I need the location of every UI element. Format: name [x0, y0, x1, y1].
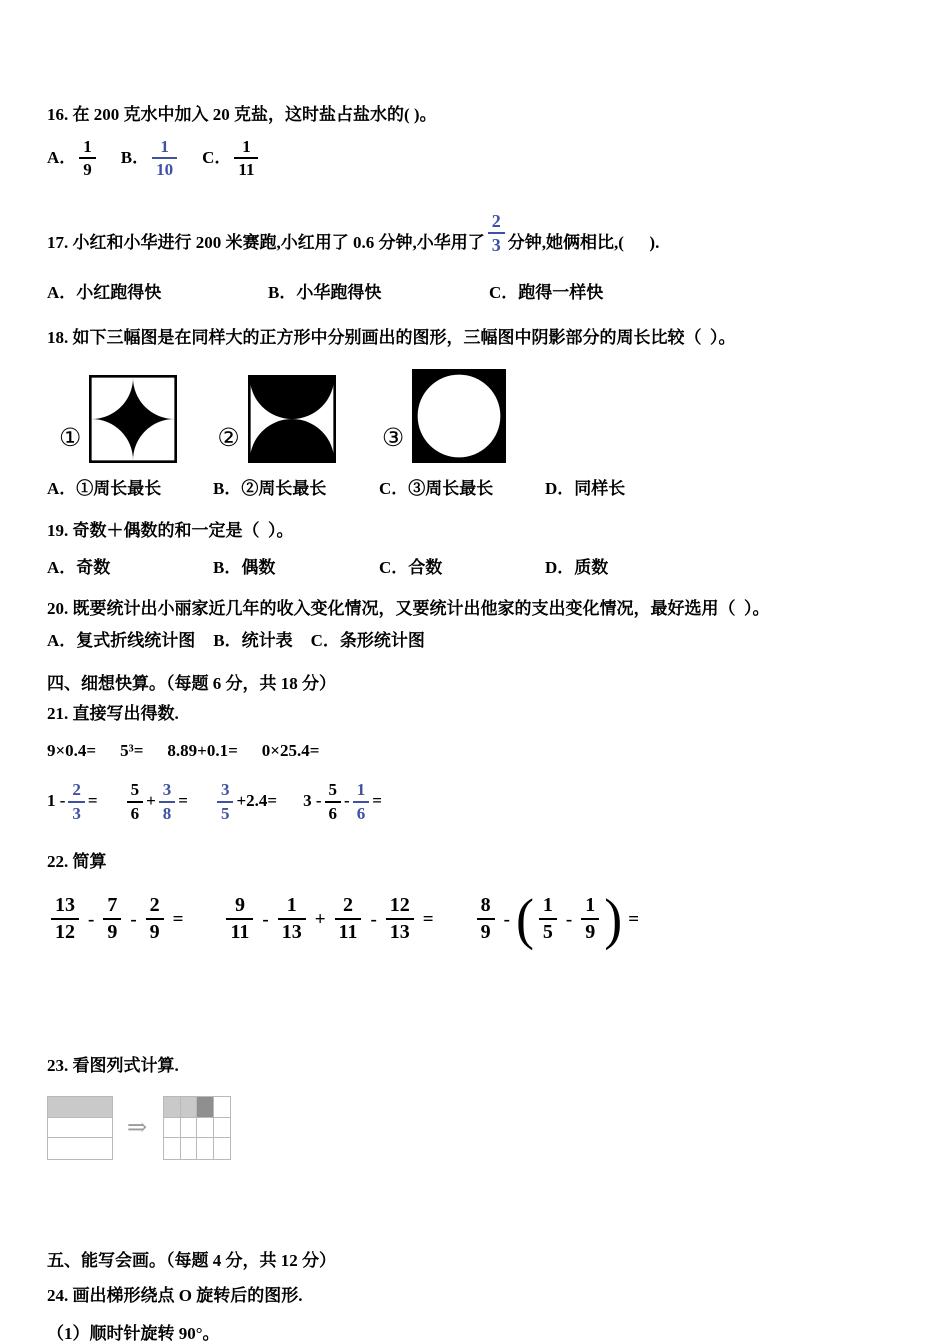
operator: - [503, 908, 510, 930]
shaded-strip-row [48, 1097, 112, 1118]
operator: - [370, 908, 377, 930]
expression-text: 3 - [303, 791, 322, 811]
question-21-row2 [47, 778, 903, 826]
option-a: A．①周长最长 [47, 478, 162, 498]
option-label: C． [202, 148, 232, 168]
equals-sign: = [372, 791, 382, 811]
option-c: C．合数 [379, 557, 443, 577]
fraction-denominator: 10 [152, 157, 177, 179]
grid-cell-shaded [164, 1097, 181, 1117]
grid-cell [214, 1138, 231, 1159]
hourglass-in-square-figure [248, 375, 336, 463]
fraction-numerator: 2 [149, 894, 160, 917]
question-17-text [47, 201, 903, 255]
fraction-1-13 [278, 895, 306, 943]
option-c: C．③周长最长 [379, 478, 494, 498]
expression-1 [47, 781, 98, 823]
question-24-sub1: （1）顺时针旋转 90°。 [47, 1324, 220, 1344]
fraction-denominator: 3 [488, 232, 505, 255]
fraction-2-3 [68, 781, 85, 823]
option-a: A．小红跑得快 [47, 283, 162, 303]
equals-sign: = [628, 908, 640, 930]
fraction-denominator: 11 [234, 157, 258, 179]
fraction-denominator: 9 [146, 918, 164, 943]
grid-cell [197, 1118, 214, 1138]
option-b: B．②周长最长 [213, 478, 327, 498]
fraction-2-11 [335, 895, 362, 943]
fraction-1-5 [539, 895, 557, 943]
fraction-denominator: 11 [335, 918, 362, 943]
question-19-options [47, 556, 903, 581]
operator: - [565, 908, 573, 930]
fraction-numerator: 1 [242, 136, 251, 156]
fraction-numerator: 5 [328, 779, 338, 799]
fraction-numerator: 1 [585, 894, 596, 917]
option-b: B．统计表 [213, 631, 293, 651]
fraction-numerator: 2 [72, 779, 81, 799]
fraction-denominator: 9 [103, 918, 121, 943]
strip-row [48, 1118, 112, 1139]
fraction-numerator: 1 [83, 136, 92, 156]
question-22-text: 22. 简算 [47, 851, 107, 871]
operator: + [146, 791, 156, 811]
question-18-text: 18. 如下三幅图是在同样大的正方形中分别画出的图形，三幅图中阴影部分的周长比较（ ）。 [47, 327, 736, 347]
grid-row [164, 1138, 230, 1159]
equals-sign: = [172, 908, 184, 930]
expression: 8.89+0.1= [167, 741, 238, 761]
option-c: C．条形统计图 [310, 631, 425, 651]
fraction-2-9 [146, 895, 164, 943]
fraction-numerator: 8 [480, 894, 491, 917]
option-d: D．质数 [545, 557, 609, 577]
fraction-denominator: 12 [51, 918, 79, 943]
question-23-figure [47, 1095, 903, 1161]
grid-cell [181, 1118, 198, 1138]
question-18-options [47, 477, 903, 502]
fraction-numerator: 3 [220, 779, 230, 799]
fraction-numerator: 5 [130, 779, 140, 799]
fraction-grid-diagram [163, 1096, 231, 1160]
option-a: A．复式折线统计图 [47, 631, 196, 651]
question-20-text: 20. 既要统计出小丽家近几年的收入变化情况，又要统计出他家的支出变化情况，最好选用（ ）。 [47, 598, 770, 618]
option-d: D．同样长 [545, 478, 626, 498]
expression-4 [303, 781, 382, 823]
section-4-heading: 四、细想快算。（每题 6 分，共 18 分） [47, 673, 336, 693]
grid-cell-shaded [181, 1097, 198, 1117]
fraction-numerator: 1 [356, 779, 366, 799]
fraction-8-9 [477, 895, 495, 943]
equals-sign: = [178, 791, 188, 811]
equals-sign: = [87, 791, 98, 811]
question-20-options [47, 629, 903, 654]
fraction-denominator: 13 [278, 918, 306, 943]
figure-label-3: ③ [381, 424, 405, 452]
grid-cell [164, 1138, 181, 1159]
question-18-figures [59, 367, 903, 463]
fraction-9-11 [226, 895, 253, 943]
expression: 9×0.4= [47, 741, 97, 761]
grid-cell [197, 1138, 214, 1159]
question-16-text: 16. 在 200 克水中加入 20 克盐，这时盐占盐水的( )。 [47, 105, 437, 124]
operator: + [314, 908, 326, 930]
fraction-denominator: 9 [477, 918, 495, 943]
fraction-5-6 [325, 781, 342, 823]
grid-cell [214, 1118, 231, 1138]
fraction-5-6 [127, 781, 144, 823]
question-19-text: 19. 奇数＋偶数的和一定是（ ）。 [47, 521, 294, 541]
fraction-numerator: 1 [286, 894, 297, 917]
expression: 5³= [120, 741, 144, 761]
fraction-numerator: 9 [234, 894, 245, 917]
operator: - [344, 791, 350, 811]
fraction-3-5 [217, 781, 234, 823]
fraction-13-12 [51, 895, 79, 943]
expression-text: 1 - [47, 791, 66, 811]
fraction-denominator: 9 [79, 157, 96, 179]
section-5-heading: 五、能写会画。（每题 4 分，共 12 分） [47, 1251, 336, 1271]
question-22-expressions: $\frac{13}{12}$ - $\frac{7}{9}$ - $\frac{2}{9}$ = $\frac{9}{11}$ - $\frac{1}{13}$ + $\frac{2}{11}$ - $\frac{12}{13}$ = $\frac{8}{9}$ - ( $\frac{1}{5}$ - $\frac{1}{9}$ ) = [47, 888, 903, 950]
grid-row [164, 1097, 230, 1118]
option-label: A． [47, 148, 77, 168]
fraction-1-9 [581, 895, 599, 943]
option-c [202, 138, 261, 180]
fraction-denominator: 13 [386, 918, 414, 943]
double-arrow-icon: ⇒ [127, 1114, 148, 1141]
option-a: A．奇数 [47, 557, 111, 577]
fraction-denominator: 6 [353, 801, 370, 823]
fraction-1-6 [353, 781, 370, 823]
question-24-text: 24. 画出梯形绕点 O 旋转后的图形. [47, 1285, 303, 1305]
fraction-numerator: 7 [107, 894, 118, 917]
fraction-denominator: 5 [539, 918, 557, 943]
equals-sign: = [422, 908, 434, 930]
option-b: B．偶数 [213, 557, 276, 577]
fraction-denominator: 8 [159, 801, 176, 823]
grid-row [164, 1118, 230, 1139]
fraction-3-8 [159, 781, 176, 823]
fraction-numerator: 13 [55, 894, 75, 917]
figure-label-1: ① [59, 424, 82, 452]
fraction-numerator: 2 [491, 210, 501, 231]
fraction-denominator: 11 [226, 918, 253, 943]
grid-cell [214, 1097, 231, 1117]
expression: 0×25.4= [261, 741, 320, 761]
question-17-pre: 17. 小红和小华进行 200 米赛跑,小红用了 0.6 分钟,小华用了 [47, 232, 485, 252]
grid-cell-dark-shaded [197, 1097, 214, 1117]
fraction-denominator: 6 [325, 801, 342, 823]
option-c: C．跑得一样快 [489, 283, 604, 303]
fraction-1-9 [79, 138, 96, 180]
expression-text: +2.4= [236, 791, 278, 811]
fraction-1-10 [152, 138, 177, 180]
fraction-denominator: 9 [581, 918, 599, 943]
expression-2 [124, 781, 188, 823]
question-21-text: 21. 直接写出得数. [47, 704, 179, 724]
fraction-denominator: 6 [127, 801, 144, 823]
question-17-post: 分钟,她俩相比,( ). [507, 232, 660, 252]
fraction-numerator: 12 [389, 894, 410, 917]
fraction-numerator: 1 [160, 136, 169, 156]
option-b: B．小华跑得快 [268, 283, 382, 303]
fraction-numerator: 3 [162, 779, 172, 799]
expression-3 [214, 781, 277, 823]
operator: - [88, 908, 95, 930]
fraction-2-3 [488, 212, 505, 256]
fraction-12-13 [386, 895, 414, 943]
question-23-text: 23. 看图列式计算. [47, 1056, 179, 1076]
option-a [47, 138, 99, 180]
fraction-denominator: 3 [68, 801, 85, 823]
question-17-options [47, 281, 903, 306]
strip-row [48, 1138, 112, 1159]
fraction-numerator: 1 [542, 894, 553, 917]
star-in-square-figure [89, 375, 177, 463]
fraction-denominator: 5 [217, 801, 234, 823]
circle-in-square-figure [412, 369, 506, 463]
grid-cell [181, 1138, 198, 1159]
question-16-options [47, 138, 903, 180]
operator: - [262, 908, 269, 930]
grid-cell [164, 1118, 181, 1138]
fraction-numerator: 2 [343, 894, 353, 917]
figure-label-2: ② [217, 424, 240, 452]
fraction-1-11 [234, 138, 258, 180]
operator: - [130, 908, 137, 930]
fraction-strip-diagram [47, 1096, 113, 1160]
option-b [121, 138, 180, 180]
option-label: B． [120, 148, 150, 168]
question-21-row1 [47, 739, 903, 764]
fraction-7-9 [103, 895, 121, 943]
